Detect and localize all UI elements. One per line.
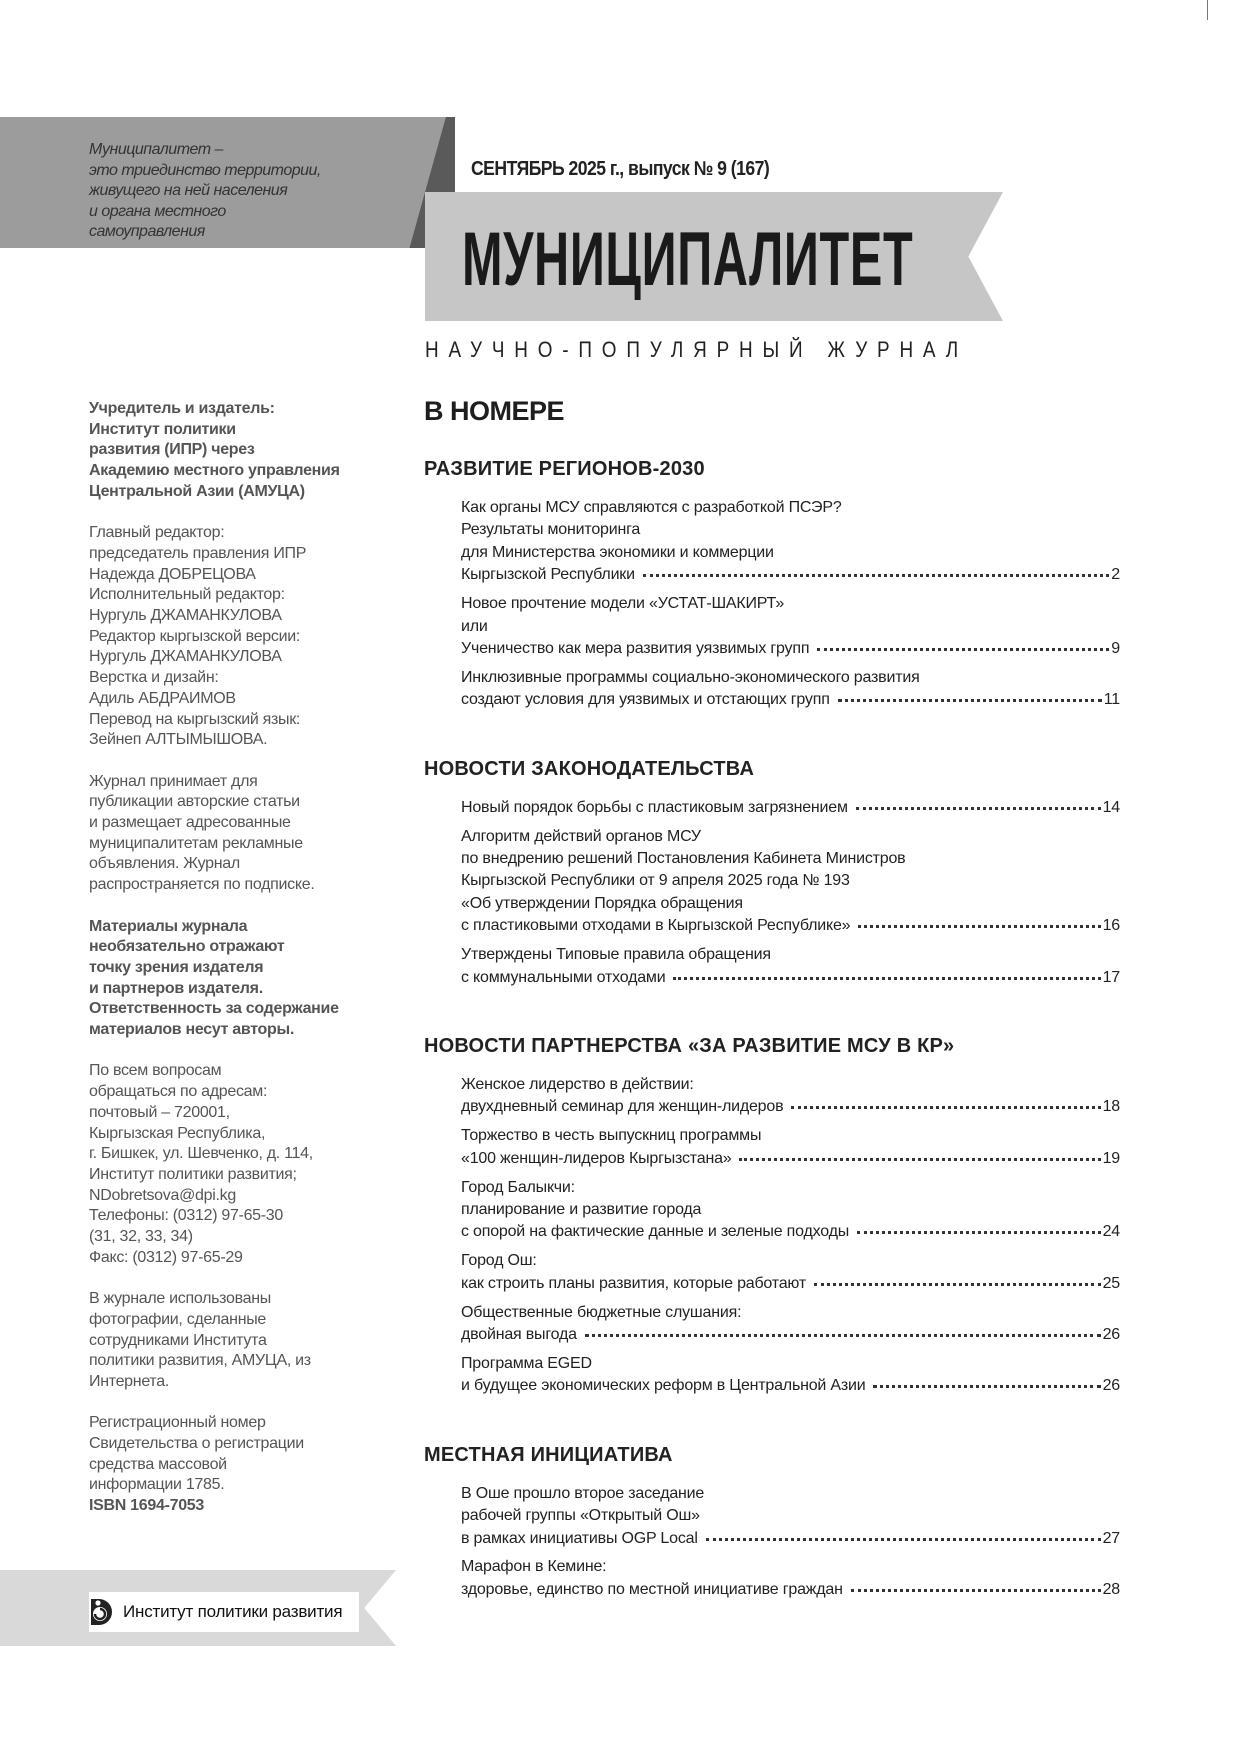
dot-leader: [858, 925, 1100, 928]
entry-text: или: [461, 617, 488, 635]
dot-leader: [856, 807, 1101, 810]
imprint-paragraph: [89, 523, 389, 751]
entry-text: с опорой на фактические данные и зеленые подходы: [461, 1223, 850, 1241]
entry-text: для Министерства экономики и коммерции: [461, 543, 774, 561]
entry-text: Кыргызской Республики: [461, 566, 635, 584]
toc-entry[interactable]: [461, 667, 1120, 712]
page-number: 28: [1102, 1580, 1120, 1598]
page-number: 17: [1102, 968, 1120, 986]
toc-entry-last-line: [461, 1096, 1120, 1118]
page-number: 19: [1102, 1149, 1120, 1167]
entry-text: и будущее экономических реформ в Центральной Азии: [461, 1377, 866, 1395]
entry-text: с коммунальными отходами: [461, 968, 666, 986]
entry-text: планирование и развитие города: [461, 1200, 702, 1218]
dot-leader: [585, 1334, 1101, 1337]
imprint-line: Нургуль ДЖАМАНКУЛОВА: [89, 607, 282, 625]
toc-entry-last-line: [461, 564, 1120, 586]
imprint-line: Перевод на кыргызский язык:: [89, 710, 301, 728]
dot-leader: [643, 574, 1109, 577]
toc-entry-last-line: [461, 797, 1120, 819]
entry-text: рабочей группы «Открытый Ош»: [461, 1507, 700, 1525]
entry-text: Новый порядок борьбы с пластиковым загрязнением: [461, 798, 848, 816]
toc-entry[interactable]: [461, 1556, 1120, 1601]
entry-text: Алгоритм действий органов МСУ: [461, 827, 701, 845]
entry-text: Утверждены Типовые правила обращения: [461, 946, 771, 964]
entry-text: с пластиковыми отходами в Кыргызской Республике»: [461, 917, 851, 935]
imprint-line: (31, 32, 33, 34): [89, 1228, 193, 1246]
entry-text: Город Ош:: [461, 1252, 537, 1270]
toc-entry[interactable]: [461, 1177, 1120, 1244]
imprint-line: публикации авторские статьи: [89, 793, 300, 811]
entry-text: Результаты мониторинга: [461, 521, 641, 539]
toc-entry[interactable]: [461, 1074, 1120, 1119]
entry-text: Как органы МСУ справляются с разработкой ПСЭР?: [461, 499, 842, 516]
entry-text: «100 женщин-лидеров Кыргызстана»: [461, 1149, 732, 1167]
magazine-subtitle: НАУЧНО-ПОПУЛЯРНЫЙ ЖУРНАЛ: [425, 337, 968, 362]
imprint-line: Интернета.: [89, 1372, 169, 1390]
imprint-line: сотрудниками Института: [89, 1331, 267, 1349]
entry-text: Программа EGED: [461, 1354, 592, 1372]
page-number: 9: [1111, 639, 1120, 657]
page-number: 26: [1102, 1325, 1120, 1343]
imprint-line: материалов несут авторы.: [89, 1021, 295, 1039]
dot-leader: [673, 977, 1100, 980]
section-heading: РАЗВИТИЕ РЕГИОНОВ-2030: [424, 458, 705, 480]
imprint-line: Журнал принимает для: [89, 772, 258, 790]
imprint-line: Академию местного управления: [89, 462, 340, 480]
toc-entry-last-line: [461, 1221, 1120, 1243]
page-number: 24: [1102, 1223, 1120, 1241]
imprint-paragraph: [89, 399, 389, 503]
toc-entry-last-line: [461, 967, 1120, 989]
toc-entry[interactable]: [461, 497, 1120, 587]
toc-entry-last-line: [461, 1148, 1120, 1170]
imprint-line: объявления. Журнал: [89, 855, 240, 873]
entry-text: Кыргызской Республики от 9 апреля 2025 года № 193: [461, 872, 850, 890]
toc-sections: [424, 456, 1120, 1601]
tagline-line: Муниципалитет –: [89, 141, 223, 158]
toc-title: В НОМЕРЕ: [424, 396, 565, 426]
imprint-line: Телефоны: (0312) 97-65-30: [89, 1207, 284, 1225]
toc-section: [424, 456, 1120, 712]
page-number: 2: [1111, 566, 1120, 584]
toc-entry[interactable]: [461, 1302, 1120, 1347]
toc-entry[interactable]: [461, 1353, 1120, 1398]
imprint-line: муниципалитетам рекламные: [89, 834, 303, 852]
imprint-line: NDobretsova@dpi.kg: [89, 1186, 236, 1204]
tagline: [89, 140, 321, 243]
imprint-line: Центральной Азии (АМУЦА): [89, 482, 305, 500]
imprint-line: Верстка и дизайн:: [89, 669, 219, 687]
imprint-line: Надежда ДОБРЕЦОВА: [89, 565, 256, 583]
toc-entry-last-line: [461, 638, 1120, 660]
entry-text: Торжество в честь выпускниц программы: [461, 1127, 762, 1145]
imprint-line: Институт политики развития;: [89, 1165, 297, 1183]
imprint-line: Ответственность за содержание: [89, 1000, 339, 1018]
entry-text: В Оше прошло второе заседание: [461, 1484, 705, 1502]
toc-entry[interactable]: [461, 1250, 1120, 1295]
imprint-line: и размещает адресованные: [89, 814, 291, 832]
magazine-title: МУНИЦИПАЛИТЕТ: [462, 217, 914, 302]
tagline-line: живущего на ней населения: [89, 182, 288, 199]
crop-mark: [1207, 0, 1208, 20]
imprint-line: политики развития, АМУЦА, из: [89, 1352, 311, 1370]
imprint-line: информации 1785.: [89, 1476, 225, 1494]
imprint-line: Свидетельства о регистрации: [89, 1435, 304, 1453]
toc-entry-last-line: [461, 1273, 1120, 1295]
imprint-line: обращаться по адресам:: [89, 1083, 268, 1101]
entry-text: Общественные бюджетные слушания:: [461, 1303, 742, 1321]
dot-leader: [706, 1538, 1101, 1541]
imprint-line: Нургуль ДЖАМАНКУЛОВА: [89, 648, 282, 666]
imprint-line: Регистрационный номер: [89, 1414, 266, 1432]
imprint-line: Учредитель и издатель:: [89, 400, 275, 417]
isbn: ISBN 1694-7053: [89, 1497, 204, 1515]
toc-entry[interactable]: [461, 1125, 1120, 1170]
imprint-line: развития (ИПР) через: [89, 441, 255, 459]
ipr-logo-icon: [89, 1597, 117, 1627]
imprint-line: Материалы журнала: [89, 917, 248, 935]
dot-leader: [817, 648, 1109, 651]
toc-entry-last-line: [461, 1579, 1120, 1601]
toc-entry[interactable]: [461, 593, 1120, 660]
toc-entry-last-line: [461, 915, 1120, 937]
tagline-line: и органа местного: [89, 202, 226, 220]
page-number: 14: [1102, 798, 1120, 816]
imprint-line: г. Бишкек, ул. Шевченко, д. 114,: [89, 1145, 313, 1163]
dot-leader: [857, 1231, 1101, 1234]
dot-leader: [814, 1283, 1101, 1286]
toc-entry[interactable]: [461, 1483, 1120, 1550]
issue-info: СЕНТЯБРЬ 2025 г., выпуск № 9 (167): [471, 158, 770, 180]
entry-text: Новое прочтение модели «УСТАТ-ШАКИРТ»: [461, 595, 785, 613]
entry-text: как строить планы развития, которые работают: [461, 1274, 807, 1292]
page-number: 11: [1103, 691, 1120, 709]
toc-entry-last-line: [461, 689, 1120, 711]
section-heading: НОВОСТИ ПАРТНЕРСТВА «ЗА РАЗВИТИЕ МСУ В КР»: [424, 1034, 955, 1057]
toc-entry[interactable]: [461, 826, 1120, 938]
toc-section: [424, 1033, 1120, 1398]
page-number: 25: [1102, 1274, 1120, 1292]
toc-entry[interactable]: [461, 797, 1120, 819]
dot-leader: [873, 1385, 1100, 1388]
imprint-line: председатель правления ИПР: [89, 544, 307, 562]
page-number: 26: [1102, 1377, 1120, 1395]
imprint-line: Исполнительный редактор:: [89, 586, 285, 604]
imprint-line: распространяется по подписке.: [89, 876, 315, 894]
imprint-line: фотографии, сделанные: [89, 1310, 267, 1328]
entry-text: Марафон в Кемине:: [461, 1558, 607, 1576]
imprint-paragraph: [89, 1061, 389, 1268]
dot-leader: [838, 699, 1102, 702]
imprint-paragraph: [89, 917, 389, 1041]
toc-section: [424, 756, 1120, 989]
entry-text: здоровье, единство по местной инициативе граждан: [461, 1580, 843, 1598]
entry-text: в рамках инициативы OGP Local: [461, 1529, 698, 1547]
imprint-line: Редактор кыргызской версии:: [89, 627, 301, 645]
imprint-line: Факс: (0312) 97-65-29: [89, 1248, 243, 1266]
dot-leader: [851, 1589, 1101, 1592]
entry-text: Ученичество как мера развития уязвимых групп: [461, 639, 810, 657]
entry-text: создают условия для уязвимых и отстающих групп: [461, 691, 830, 709]
tagline-line: самоуправления: [89, 223, 205, 240]
imprint-line: Адиль АБДРАИМОВ: [89, 689, 236, 707]
imprint-line: точку зрения издателя: [89, 958, 264, 976]
section-heading: НОВОСТИ ЗАКОНОДАТЕЛЬСТВА: [424, 757, 755, 780]
dot-leader: [739, 1158, 1100, 1161]
publisher-logo: [89, 1592, 359, 1632]
section-heading: МЕСТНАЯ ИНИЦИАТИВА: [424, 1443, 673, 1466]
table-of-contents: [424, 394, 1120, 1608]
entry-text: двойная выгода: [461, 1325, 577, 1343]
entry-text: по внедрению решений Постановления Кабинета Министров: [461, 849, 906, 867]
imprint-line: средства массовой: [89, 1455, 227, 1473]
imprint-paragraph: [89, 772, 389, 896]
imprint-line: Кыргызская Республика,: [89, 1124, 266, 1142]
toc-entry[interactable]: [461, 944, 1120, 989]
imprint-line: Главный редактор:: [89, 524, 225, 542]
page-number: 27: [1102, 1529, 1120, 1547]
imprint-paragraph: [89, 1413, 389, 1517]
toc-entry-last-line: [461, 1375, 1120, 1397]
toc-entry-last-line: [461, 1324, 1120, 1346]
entry-text: Город Балыкчи:: [461, 1178, 575, 1196]
imprint-line: и партнеров издателя.: [89, 979, 263, 997]
imprint-line: почтовый – 720001,: [89, 1103, 230, 1121]
page-number: 16: [1102, 917, 1120, 935]
imprint-paragraph: [89, 1289, 389, 1393]
imprint-line: В журнале использованы: [89, 1290, 271, 1308]
tagline-line: это триединство территории,: [89, 161, 321, 179]
imprint-line: Институт политики: [89, 420, 236, 438]
imprint-line: По всем вопросам: [89, 1062, 222, 1080]
logo-text: Институт политики развития: [123, 1602, 343, 1621]
page-number: 18: [1102, 1098, 1120, 1116]
imprint-line: Зейнеп АЛТЫМЫШОВА.: [89, 731, 268, 749]
toc-entry-last-line: [461, 1528, 1120, 1550]
entry-text: «Об утверждении Порядка обращения: [461, 894, 743, 912]
entry-text: Женское лидерство в действии:: [461, 1075, 694, 1093]
imprint-column: [89, 399, 389, 1538]
entry-text: Инклюзивные программы социально-экономического развития: [461, 668, 920, 686]
imprint-line: необязательно отражают: [89, 938, 285, 956]
entry-text: двухдневный семинар для женщин-лидеров: [461, 1098, 784, 1116]
toc-section: [424, 1442, 1120, 1602]
dot-leader: [791, 1106, 1100, 1109]
